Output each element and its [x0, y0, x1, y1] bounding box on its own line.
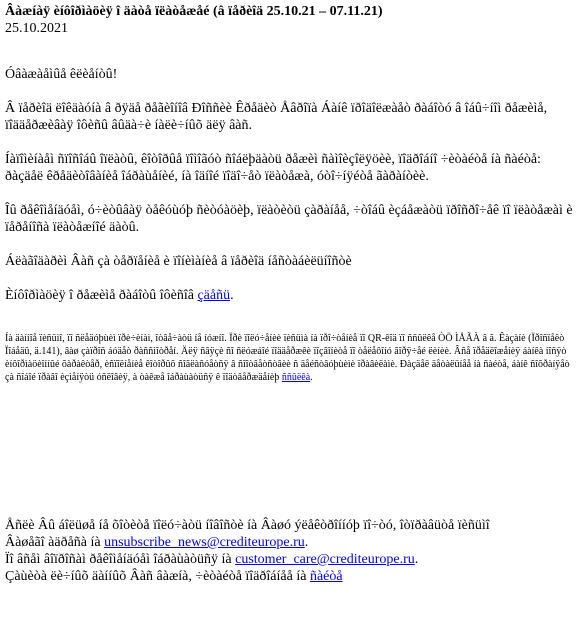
footer-line-2-text: Âàøåãî àäðåñà íà [5, 535, 105, 550]
greeting: Óâàæàåìûå êëèåíòû! [5, 67, 118, 82]
paragraph-4: Áëàãîäàðèì Âàñ çà òåðïåíèå è ïîíèìàíèå â ïåðèîä íåñòàáèëüíîñòè [5, 254, 352, 269]
disclaimer [5, 332, 574, 384]
footer-line-3 [5, 551, 574, 568]
spacer [5, 401, 574, 517]
customer-care-email-link[interactable]: customer_care@crediteurope.ru [235, 552, 415, 567]
email-date: 25.10.2021 [5, 21, 68, 36]
unsubscribe-email-link[interactable]: unsubscribe_news@crediteurope.ru [104, 535, 305, 550]
privacy-site-link[interactable]: ñàéòå [309, 569, 343, 584]
paragraph-2: Íàïîìèíàåì ñïîñîáû îïëàòû, êîòîðûå ïîìîãóò ñîáëþäàòü ðåæèì ñàìîèçîëÿöèè, ïîäðîáíî ÷èòàéòå íà ñàéòå: ðàçäåë êðåäèòîâàíèå îáðàùåíèé, íà îäíîé ïîäî÷åò ïëàòåæà, óòî÷íÿéòå ãàðàíòèè. [5, 152, 541, 184]
paragraph-5-text: Èíôîðìàöèÿ î ðåæèìå ðàáîòû îôèñîâ [5, 288, 198, 303]
footer-line-2 [5, 534, 574, 551]
disclaimer-tail: . [310, 372, 313, 383]
paragraph-5 [5, 287, 574, 304]
paragraph-5-tail: . [230, 288, 234, 303]
footer-line-4-text: Çàùèòà ëè÷íûõ äàííûõ Âàñ âàæíà, ÷èòàéòå ïîäðîáíåå íà [5, 569, 310, 584]
footer-line-3-tail: . [414, 552, 419, 567]
paragraph-1: Â ïåðèîä ëîêäàóíà â ðÿäå ðåãèîíîâ Ðîññèè Êðåäèò Åâðîïà Áàíê ïðîäîëæàåò ðàáîòó â îáû÷íîì ðåæèìå, ïîääåðæèâàÿ îôèñû âûäà÷è íàëè÷íûõ äëÿ âàñ. [5, 101, 548, 133]
disclaimer-text: Íà äàííîå ïèñüìî, ïî ñëåäóþùèì ïðè÷èíàì, îòâå÷àòü íå íóæíî. Ïðè ïîëó÷åíèè ïèñüìà íà ïðî÷òåíèå ïî QR-êîä ïî ññûëêå ÒÖ ÌÅÃÀ â ã. Êàçàíè (Ïðîñïåêò Ïîáåäû, ä.141), âàø çàïðîñ áóäåò ðàññìîòðåí. Äëÿ ñâÿçè ñî ñëóæáîé ïîääåðæêè ïîçâîíèòå ïî òåëåôîíó ãîðÿ÷åé ëèíèè. Âñå ïðåäëîæåíèÿ áàíêà íîñÿò èíôîðìàöèîííûé õàðàêòåð, èñïîëíåíèå êîòîðûõ ñîãëàñóåòñÿ â ñîîòâåòñòâèè ñ äåéñòâóþùèìè ïðàâèëàìè. Ðàçäåë äåòàëüíåå íà ñàéòå, áàíê ñîõðàíÿåò çà ñîáîé ïðàâî èçìåíÿòü óñëîâèÿ, à òàêæå îáðàùàòüñÿ ê ïîäòâåðæäåíèþ [5, 333, 570, 383]
footer-line-1: Åñëè Âû áîëüøå íå õîòèòå ïîëó÷àòü íîâîñòè íà Âàøó ýëåêòðîííóþ ïî÷òó, îòïðàâüòå ïèñüìî [5, 518, 490, 533]
footer-line-4 [5, 568, 574, 585]
paragraph-3: Îû ðåêîìåíäóåì, ó÷èòûâàÿ òåêóùóþ ñèòóàöèþ, ïëàòèòü çàðàíåå, ÷òîáû èçáåæàòü ïðîñðî÷åê ïî ïëàòåæàì è ïåðåíîñà ïëàòåæíîé äàòû. [5, 203, 573, 235]
email-title: Âàæíàÿ èíôîðìàöèÿ î äàòå ïëàòåæåé (â ïåðèîä 25.10.21 – 07.11.21) [5, 4, 383, 19]
footer-line-3-text: Ïî âñåì âîïðîñàì ðåêîìåíäóåì îáðàùàòüñÿ íà [5, 552, 236, 567]
disclaimer-link[interactable]: ññûëêà [281, 372, 311, 383]
offices-link[interactable]: çäåñü [197, 288, 231, 303]
footer-line-2-tail: . [304, 535, 309, 550]
